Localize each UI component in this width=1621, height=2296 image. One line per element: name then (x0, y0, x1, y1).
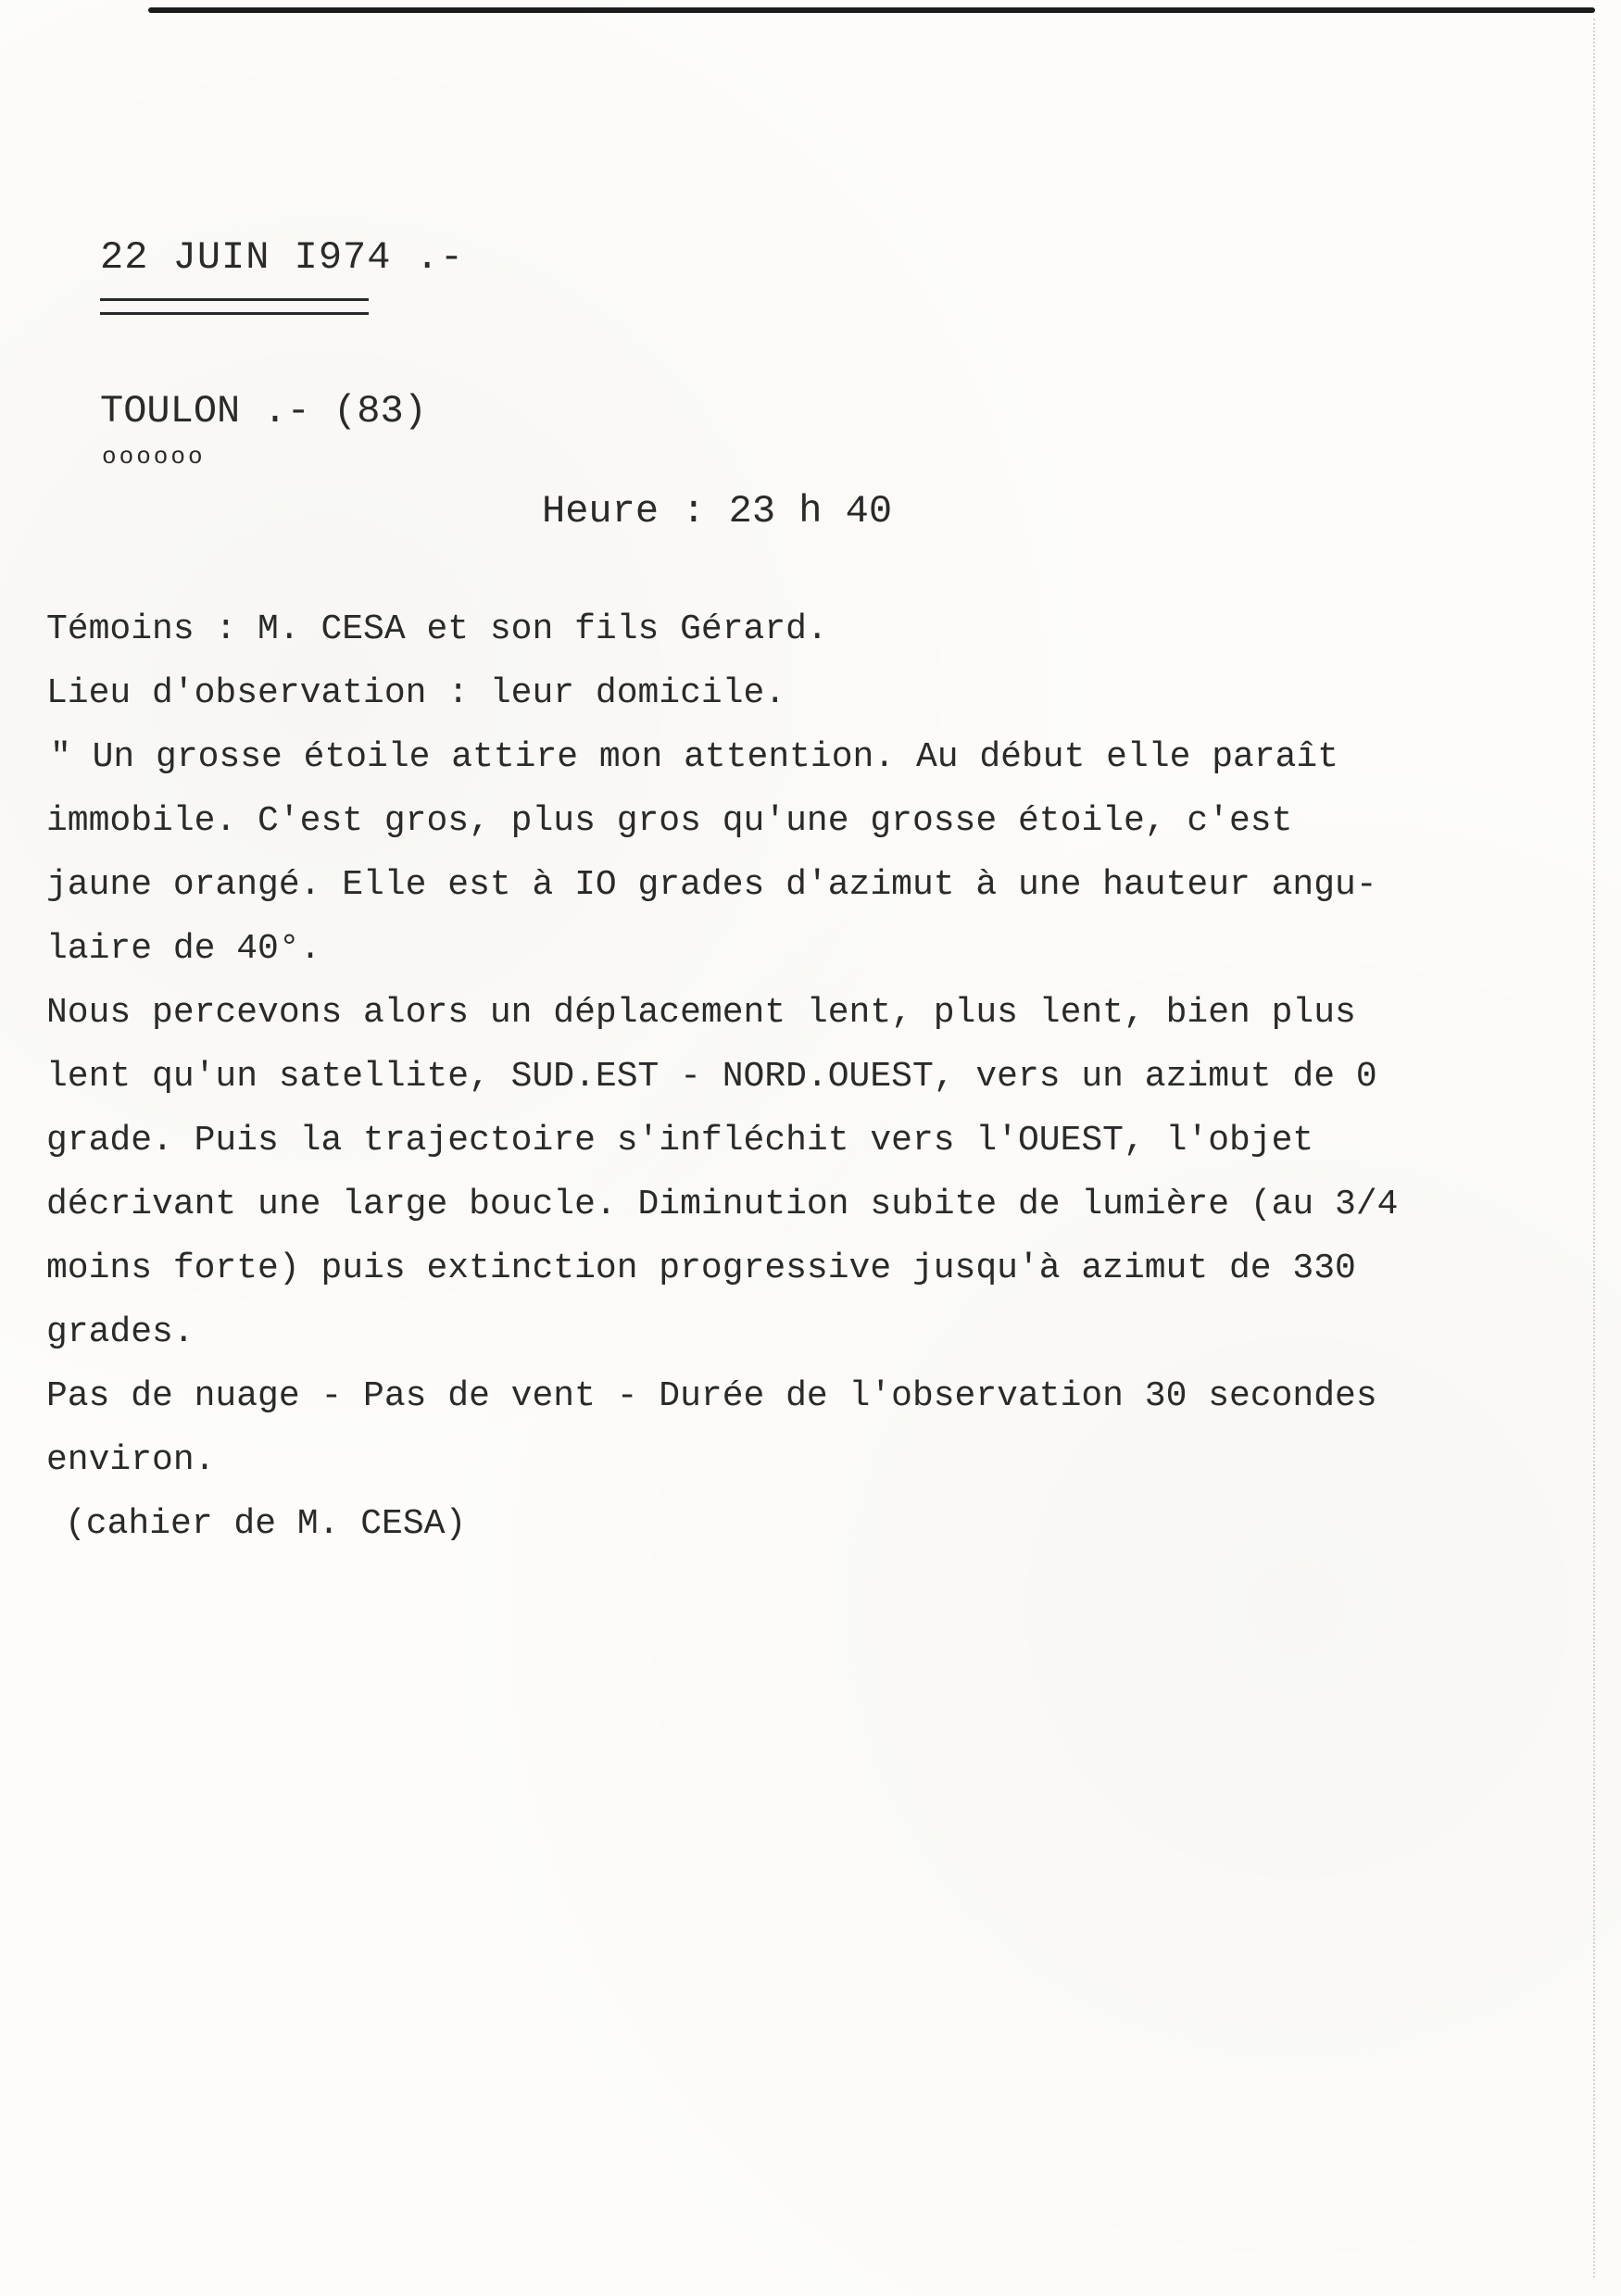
location-heading: TOULON .- (83) (100, 389, 427, 433)
top-border-line (148, 7, 1595, 13)
text-line: Nous percevons alors un déplacement lent, plus lent, bien plus (46, 993, 1356, 1033)
witnesses-line: Témoins : M. CESA et son fils Gérard. (46, 609, 828, 649)
document-date: 22 JUIN I974 .- (100, 235, 465, 280)
page-edge-marks (1593, 19, 1604, 2277)
observation-time: Heure : 23 h 40 (542, 489, 893, 533)
text-line: environ. (46, 1440, 216, 1480)
text-line: moins forte) puis extinction progressive jusqu'à azimut de 330 (46, 1248, 1356, 1288)
source-note: (cahier de M. CESA) (65, 1504, 467, 1544)
observation-text (46, 597, 1473, 1556)
text-line: jaune orangé. Elle est à IO grades d'azimut à une hauteur angu- (46, 865, 1377, 905)
text-line: Pas de nuage - Pas de vent - Durée de l'observation 30 secondes (46, 1376, 1377, 1416)
text-line: grades. (46, 1312, 195, 1352)
date-double-underline (100, 298, 369, 315)
text-line: décrivant une large boucle. Diminution subite de lumière (au 3/4 (46, 1185, 1399, 1224)
text-line: " Un grosse étoile attire mon attention. Au début elle paraît (50, 737, 1339, 777)
text-line: immobile. C'est gros, plus gros qu'une grosse étoile, c'est (46, 801, 1293, 841)
location-underline-marks: oooooo (102, 443, 206, 470)
text-line: lent qu'un satellite, SUD.EST - NORD.OUEST, vers un azimut de 0 (46, 1057, 1377, 1097)
location-line: Lieu d'observation : leur domicile. (46, 673, 786, 713)
text-line: laire de 40°. (46, 929, 321, 969)
text-line: grade. Puis la trajectoire s'infléchit vers l'OUEST, l'objet (46, 1121, 1314, 1161)
